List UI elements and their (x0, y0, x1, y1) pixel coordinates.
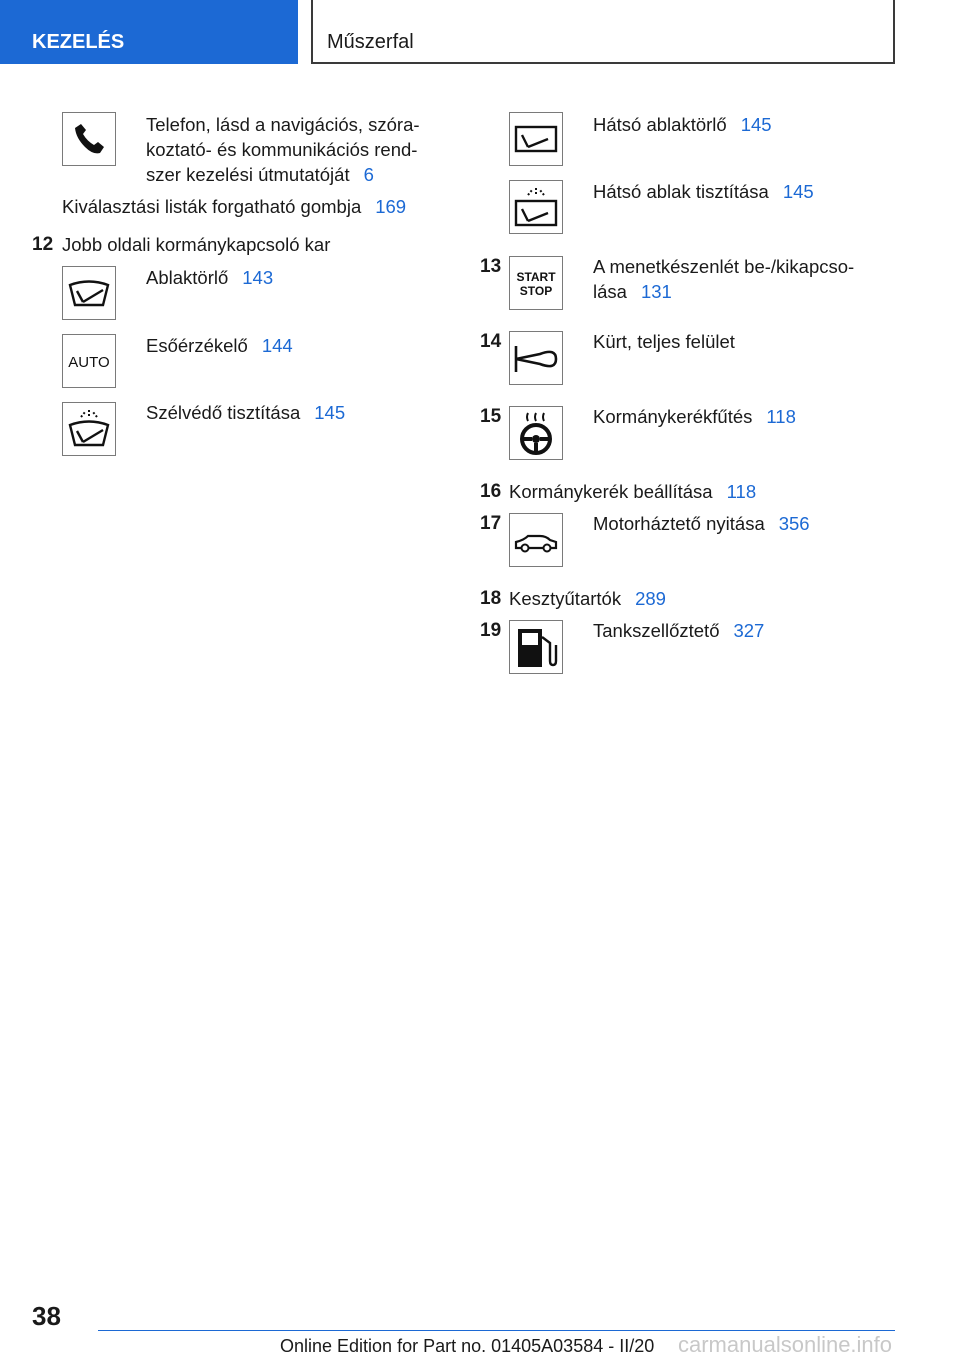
wiper-page-link[interactable]: 143 (242, 267, 274, 288)
bonnet-page-link[interactable]: 356 (778, 513, 810, 534)
rain-sensor-page-link[interactable]: 144 (261, 335, 293, 356)
list-knob-page-link[interactable]: 169 (375, 196, 407, 217)
svg-text:STOP: STOP (519, 284, 553, 298)
horn-text: Kürt, teljes felület (593, 331, 735, 352)
fuel-pump-icon (509, 620, 563, 674)
item-number-16: 16 (480, 481, 502, 502)
steering-adjust-text: Kormánykerék beállítása 118 (509, 481, 757, 502)
watermark: carmanualsonline.info (678, 1332, 893, 1357)
rain-sensor-text: Esőérzékelő 144 (146, 335, 293, 356)
wiper-text: Ablaktörlő 143 (146, 267, 274, 288)
edition-footer: Online Edition for Part no. 01405A03584 - II/20 (280, 1336, 655, 1356)
svg-text:START: START (516, 270, 556, 284)
phone-page-link[interactable]: 6 (363, 164, 374, 185)
steering-heat-page-link[interactable]: 118 (766, 406, 796, 427)
item-number-17: 17 (480, 513, 502, 534)
item-number-15: 15 (480, 406, 502, 427)
svg-text:AUTO: AUTO (68, 354, 110, 371)
bonnet-text: Motorháztető nyitása 356 (593, 513, 810, 534)
rear-wiper-text: Hátsó ablaktörlő 145 (593, 114, 772, 135)
section-tab: KEZELÉS (0, 0, 298, 64)
glovebox-text: Kesztyűtartók 289 (509, 588, 666, 609)
windshield-washer-icon (62, 402, 116, 456)
item-number-19: 19 (480, 620, 502, 641)
bonnet-car-icon (509, 513, 563, 567)
item-number-13: 13 (480, 256, 502, 277)
start-stop-text: A menetkészenlét be-/kikapcso- lása 131 (593, 256, 855, 302)
item-12-label: Jobb oldali kormánykapcsoló kar (62, 234, 331, 255)
windshield-wiper-icon (62, 266, 116, 320)
glovebox-page-link[interactable]: 289 (635, 588, 666, 609)
phone-text: Telefon, lásd a navigációs, szóra- koztató- és kommunikációs rend- szer kezelési útmutatóját 6 (146, 114, 420, 185)
item-number-14: 14 (480, 331, 502, 352)
rear-window-washer-icon (509, 180, 563, 234)
rear-washer-page-link[interactable]: 145 (782, 181, 814, 202)
washer-page-link[interactable]: 145 (314, 402, 346, 423)
steering-heat-text: Kormánykerékfűtés 118 (593, 406, 796, 427)
phone-icon (62, 112, 116, 166)
start-stop-page-link[interactable]: 131 (640, 281, 672, 302)
fuel-vent-text: Tankszellőztető 327 (593, 620, 765, 641)
rear-wiper-icon (509, 112, 563, 166)
fuel-vent-page-link[interactable]: 327 (733, 620, 765, 641)
rain-sensor-auto-icon (62, 334, 116, 388)
item-number-18: 18 (480, 588, 502, 609)
item-number-12: 12 (32, 234, 54, 255)
steering-wheel-heating-icon (509, 406, 563, 460)
steering-adjust-page-link[interactable]: 118 (726, 481, 757, 502)
chapter-title: Műszerfal (311, 0, 895, 64)
start-stop-icon (509, 256, 563, 310)
washer-text: Szélvédő tisztítása 145 (146, 402, 346, 423)
page-number: 38 (32, 1301, 61, 1331)
list-knob-text: Kiválasztási listák forgatható gombja 169 (62, 196, 407, 217)
rear-wiper-page-link[interactable]: 145 (740, 114, 772, 135)
rear-washer-text: Hátsó ablak tisztítása 145 (593, 181, 814, 202)
horn-icon (509, 331, 563, 385)
